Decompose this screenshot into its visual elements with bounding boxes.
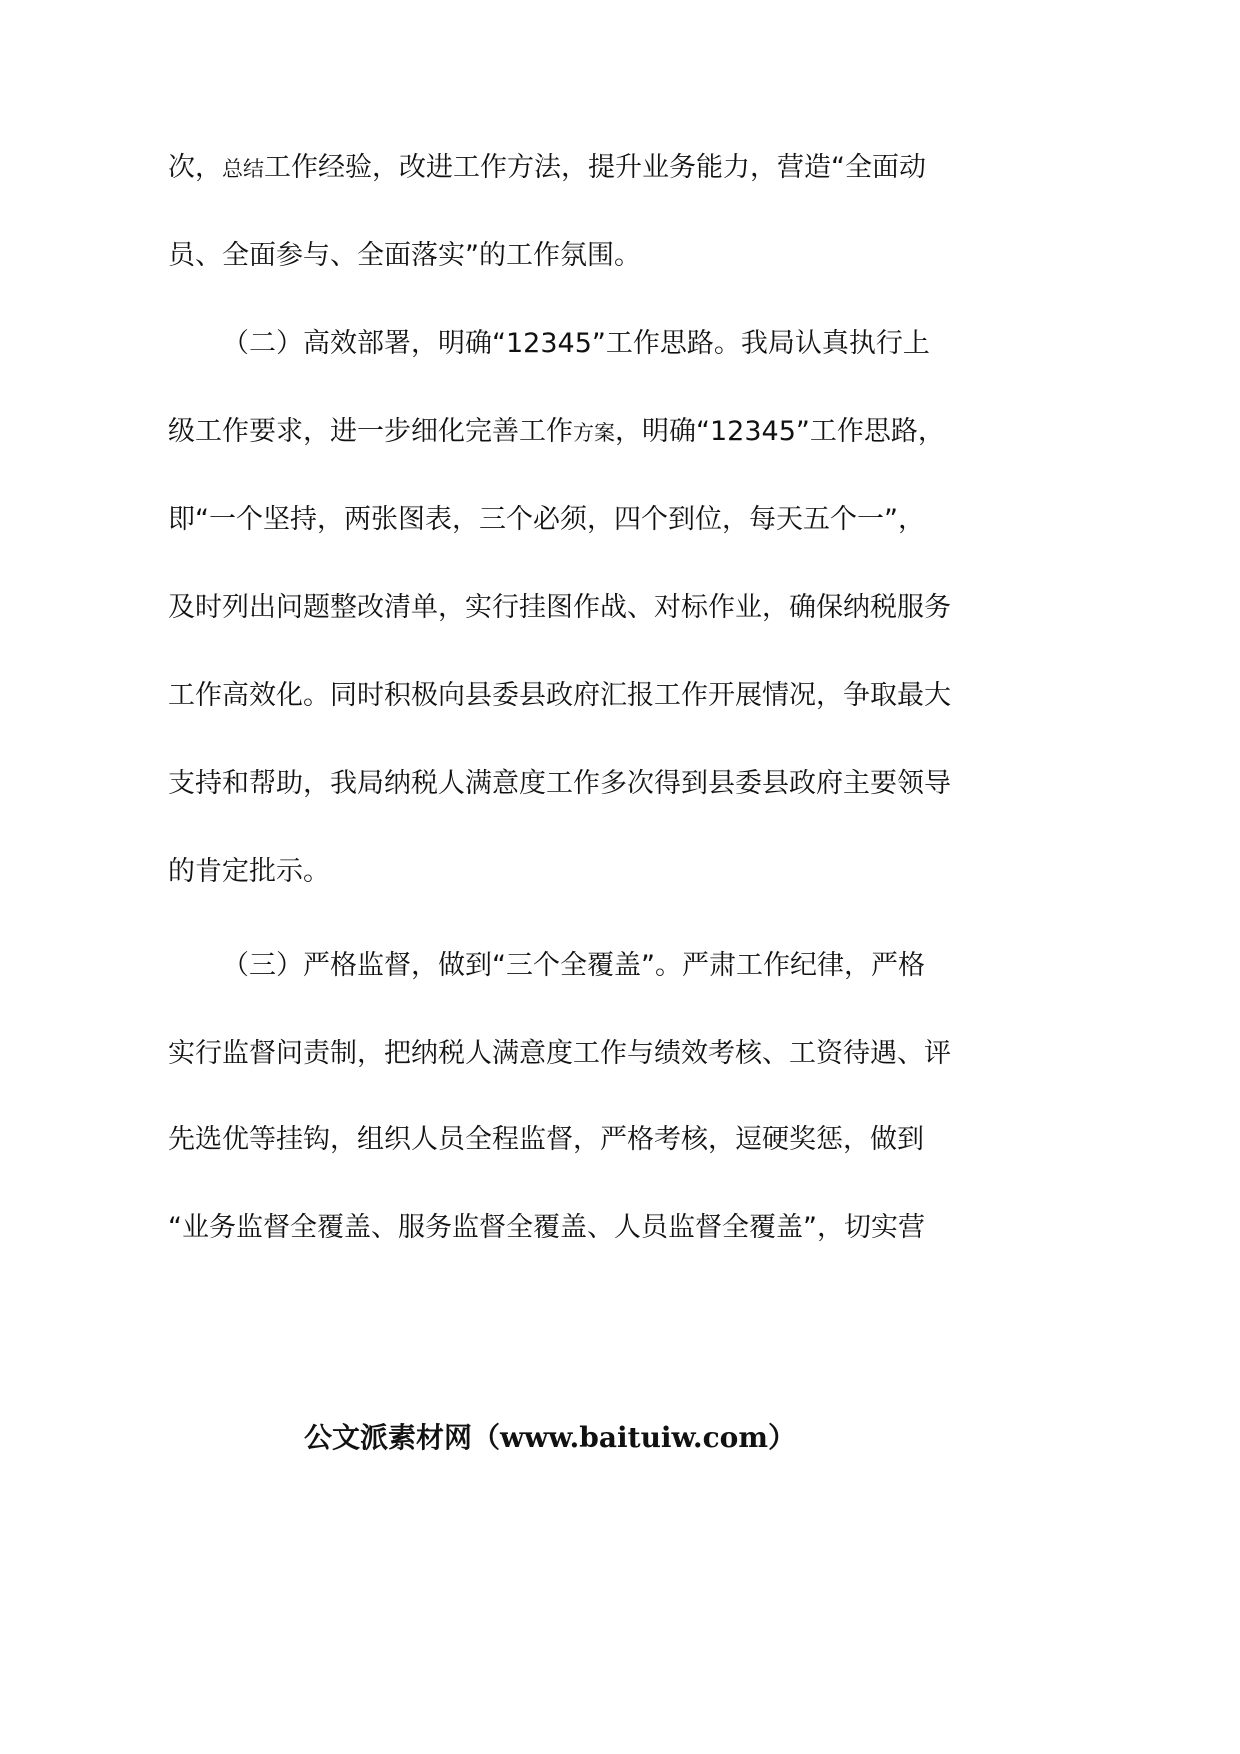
body-text-line (168, 1034, 951, 1074)
text-segment-small: 方案 (573, 421, 615, 445)
body-text-line (168, 236, 928, 276)
body-text-line (168, 500, 928, 540)
text-segment: 即“一个坚持，两张图表，三个必须，四个到位，每天五个一”， (168, 504, 925, 535)
text-segment: “业务监督全覆盖、服务监督全覆盖、人员监督全覆盖”，切实营 (168, 1212, 925, 1243)
paragraph-heading-line (222, 324, 982, 364)
body-text-line (168, 1120, 928, 1160)
text-segment: 及时列出问题整改清单，实行挂图作战、对标作业，确保纳税服务 (168, 592, 951, 623)
text-segment: 次， (168, 152, 222, 183)
text-segment: 工作经验，改进工作方法，提升业务能力，营造“全面动 (264, 152, 926, 183)
text-segment: （二）高效部署，明确“12345”工作思路。我局认真执行上 (222, 328, 930, 359)
body-text-line (168, 148, 928, 189)
text-segment: ，明确“12345”工作思路， (615, 416, 945, 447)
text-segment: （三）严格监督，做到“三个全覆盖”。严肃工作纪律，严格 (222, 950, 925, 981)
text-segment: 员、全面参与、全面落实”的工作氛围。 (168, 240, 641, 271)
body-text-line (168, 852, 928, 892)
text-segment-small: 总结 (222, 157, 264, 181)
body-text-line (168, 676, 951, 716)
body-text-line (168, 412, 945, 453)
text-segment: 实行监督问责制，把纳税人满意度工作与绩效考核、工资待遇、评 (168, 1038, 951, 1069)
text-segment: 先选优等挂钩，组织人员全程监督，严格考核，逗硬奖惩，做到 (168, 1124, 924, 1155)
text-segment: 的肯定批示。 (168, 856, 330, 887)
text-segment: 级工作要求，进一步细化完善工作 (168, 416, 573, 447)
text-segment: 工作高效化。同时积极向县委县政府汇报工作开展情况，争取最大 (168, 680, 951, 711)
body-text-line (168, 1208, 928, 1248)
footer-watermark-text: 公文派素材网（www.baituiw.com） (304, 1421, 796, 1454)
body-text-line (168, 588, 951, 628)
paragraph-heading-line (222, 946, 982, 986)
text-segment: 支持和帮助，我局纳税人满意度工作多次得到县委县政府主要领导 (168, 768, 951, 799)
body-text-line (168, 764, 951, 804)
